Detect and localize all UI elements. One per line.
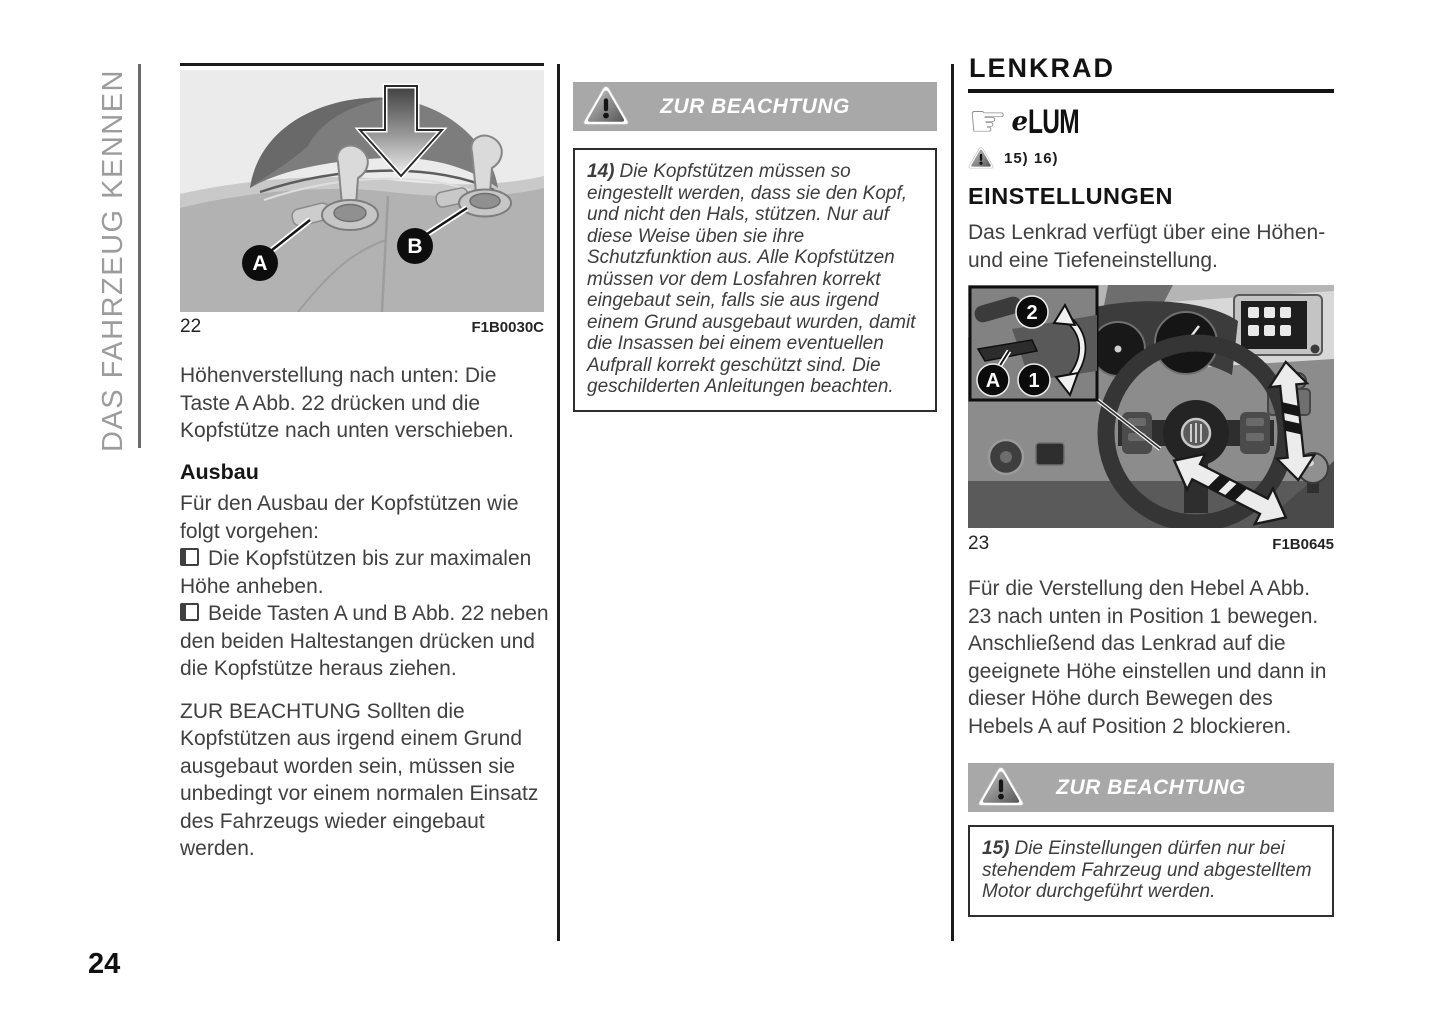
note-14-box — [573, 148, 937, 412]
callout-2 — [1016, 296, 1048, 328]
chapter-sidebar-label: DAS FAHRZEUG KENNEN — [97, 69, 129, 452]
list-item — [180, 545, 552, 600]
section-title-lenkrad: LENKRAD — [968, 53, 1334, 93]
note-15-label: 15) — [982, 838, 1010, 859]
figure-22-caption — [180, 316, 544, 338]
sidebar-rule — [138, 64, 141, 448]
page-number: 24 — [88, 948, 121, 980]
paragraph-steering-intro: Das Lenkrad verfügt über eine Höhen- und eine Tiefeneinstellung. — [968, 221, 1326, 272]
note-15-text: Die Einstellungen dürfen nur bei stehendem Fahrzeug und abgestelltem Motor durchgeführt werden. — [982, 838, 1312, 902]
reference-numbers: 15) 16) — [1004, 149, 1059, 167]
warning-header — [968, 763, 1334, 812]
note-14-text: Die Kopfstützen müssen so eingestellt werden, dass sie den Kopf, und nicht den Hals, stützen. Nur auf diese Weise üben sie ihre Schutzfunktion aus. Alle Kopfstützen müssen vor dem Losfahren korrekt eingebaut sein, falls sie aus irgend einem Grund ausgebaut wurden, damit die Insassen bei einem eventuellen Aufprall korrekt geschützt sind. Die geschilderten Anleitungen beachten. — [587, 161, 916, 397]
paragraph-adjustment: Für die Verstellung den Hebel A Abb. 23 nach unten in Position 1 bewegen. Anschließend das Lenkrad auf die geeignete Höhe einstellen und dann in dieser Höhe durch Bewegen des Hebels A auf Position 2 blockieren. — [968, 577, 1327, 738]
elum-logo-e: e — [1011, 107, 1028, 137]
svg-text:1: 1 — [1028, 370, 1040, 392]
paragraph-height-adjust: Höhenverstellung nach unten: Die Taste A Abb. 22 drücken und die Kopfstütze nach unten verschieben. — [180, 364, 514, 442]
warning-header — [573, 82, 937, 131]
note-14-label: 14) — [587, 161, 615, 182]
warning-references — [968, 146, 1334, 170]
callout-a — [242, 245, 278, 281]
figure-22-headrest-illustration — [180, 70, 544, 312]
paragraph-attention: ZUR BEACHTUNG Sollten die Kopfstützen aus irgend einem Grund ausgebaut worden sein, müssen sie unbedingt vor einem normalen Einsatz des Fahrzeugs wieder eingebaut werden. — [180, 699, 539, 860]
infotainment-screen — [1234, 295, 1322, 355]
warning-title: ZUR BEACHTUNG — [1056, 775, 1246, 799]
lever-inset — [970, 287, 1097, 400]
figure-23-steering-wheel-illustration — [968, 285, 1334, 528]
figure-number: 22 — [180, 316, 202, 337]
figure-code: F1B0030C — [471, 319, 544, 336]
note-15-box — [968, 825, 1334, 917]
warning-triangle-small-icon — [968, 146, 994, 170]
svg-text:2: 2 — [1026, 302, 1038, 324]
column-3 — [968, 53, 1334, 917]
svg-text:B: B — [407, 235, 423, 258]
column-1-text — [180, 354, 552, 863]
list-item — [180, 600, 552, 683]
figure-23-caption — [968, 533, 1334, 555]
pointing-hand-icon: ☞ — [968, 97, 1008, 146]
column1-top-rule — [180, 63, 544, 66]
callout-b — [397, 228, 433, 264]
warning-title: ZUR BEACHTUNG — [660, 94, 850, 118]
callout-a2 — [977, 364, 1009, 396]
elum-logo-lum: LUM — [1028, 102, 1079, 141]
column-divider-2 — [951, 64, 954, 941]
list-item-text: Die Kopfstützen bis zur maximalen Höhe anheben. — [180, 547, 532, 598]
warning-triangle-icon — [582, 84, 630, 128]
warning-triangle-icon — [977, 765, 1025, 809]
heading-einstellungen: EINSTELLUNGEN — [968, 183, 1173, 209]
column-2 — [573, 82, 937, 412]
svg-text:A: A — [252, 252, 268, 275]
elum-reference — [968, 97, 1334, 146]
figure-number: 23 — [968, 533, 990, 554]
svg-text:A: A — [985, 370, 1001, 392]
column-divider-1 — [557, 64, 560, 941]
square-bullet-icon — [180, 603, 199, 621]
heading-ausbau: Ausbau — [180, 459, 259, 484]
callout-1 — [1018, 364, 1050, 396]
list-item-text: Beide Tasten A und B Abb. 22 neben den beiden Haltestangen drücken und die Kopfstütze heraus ziehen. — [180, 602, 549, 680]
paragraph-removal-intro: Für den Ausbau der Kopfstützen wie folgt vorgehen: — [180, 492, 519, 543]
square-bullet-icon — [180, 548, 199, 566]
figure-code: F1B0645 — [1272, 536, 1334, 553]
